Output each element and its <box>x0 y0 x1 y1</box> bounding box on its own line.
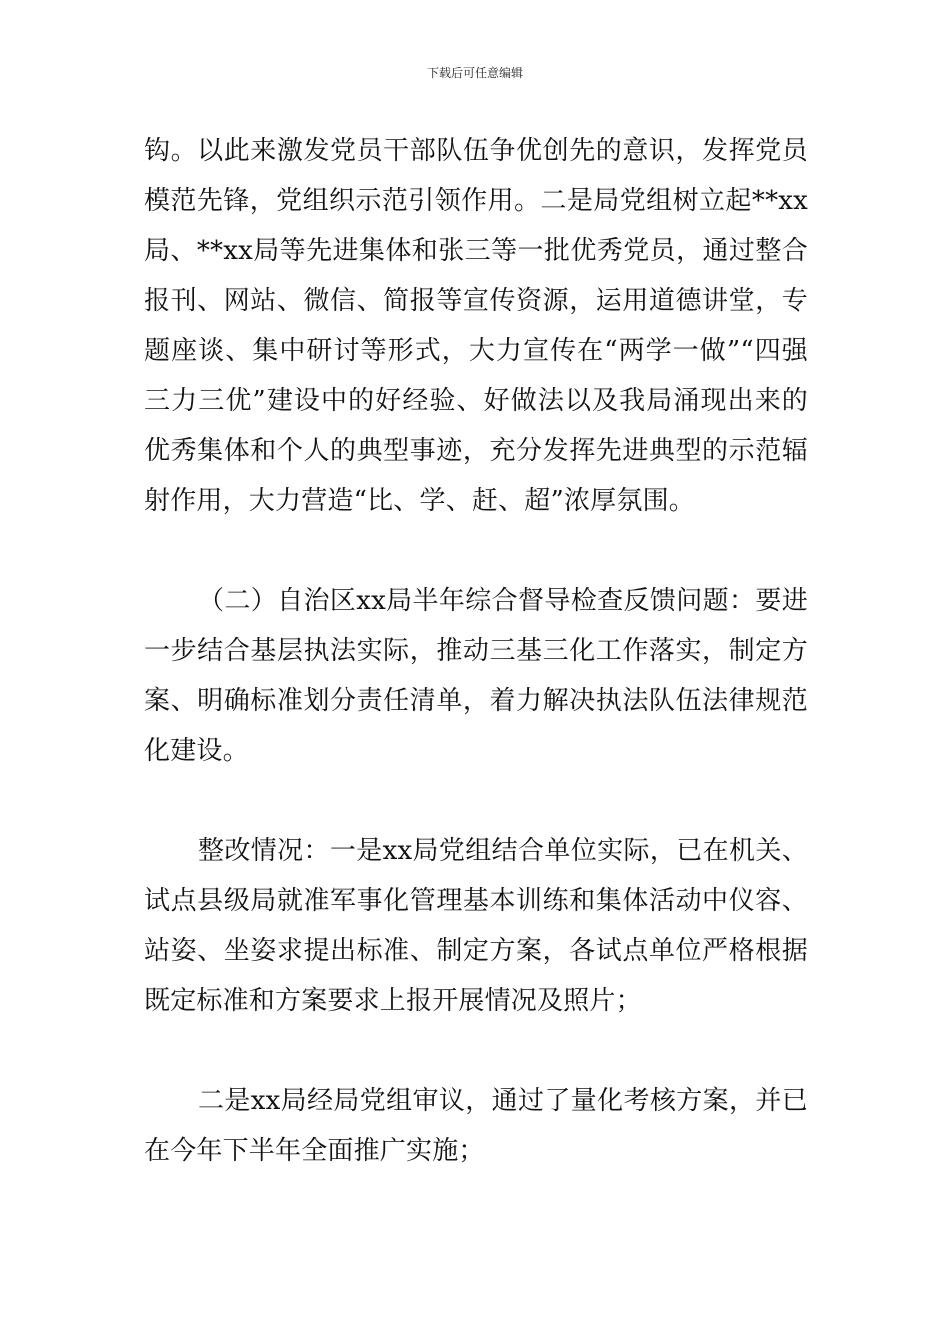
paragraph-rectification: 整改情况：一是xx局党组结合单位实际，已在机关、试点县级局就准军事化管理基本训练和集体活动中仪容、站姿、坐姿求提出标准、制定方案，各试点单位严格根据既定标准和方案要求上报开展情况及照片； <box>144 836 808 1016</box>
page-header-note: 下载后可任意编辑 <box>426 66 523 80</box>
paragraph-gap <box>144 1026 808 1076</box>
paragraph-gap <box>144 776 808 826</box>
paragraph-gap <box>144 526 808 576</box>
paragraph-continuation: 钩。以此来激发党员干部队伍争优创先的意识，发挥党员模范先锋，党组织示范引领作用。二是局党组树立起**xx局、**xx局等先进集体和张三等一批优秀党员，通过整合报刊、网站、微信、简报等宣传资源，运用道德讲堂，专题座谈、集中研讨等形式，大力宣传在“两学一做”“四强三力三优”建设中的好经验、好做法以及我局涌现出来的优秀集体和个人的典型事迹，充分发挥先进典型的示范辐射作用，大力营造“比、学、赶、超”浓厚氛围。 <box>144 136 808 516</box>
paragraph-section-two: （二）自治区xx局半年综合督导检查反馈问题：要进一步结合基层执法实际，推动三基三化工作落实，制定方案、明确标准划分责任清单，着力解决执法队伍法律规范化建设。 <box>144 586 808 766</box>
paragraph-point-two: 二是xx局经局党组审议，通过了量化考核方案，并已在今年下半年全面推广实施； <box>144 1086 808 1166</box>
document-body <box>144 126 808 1176</box>
